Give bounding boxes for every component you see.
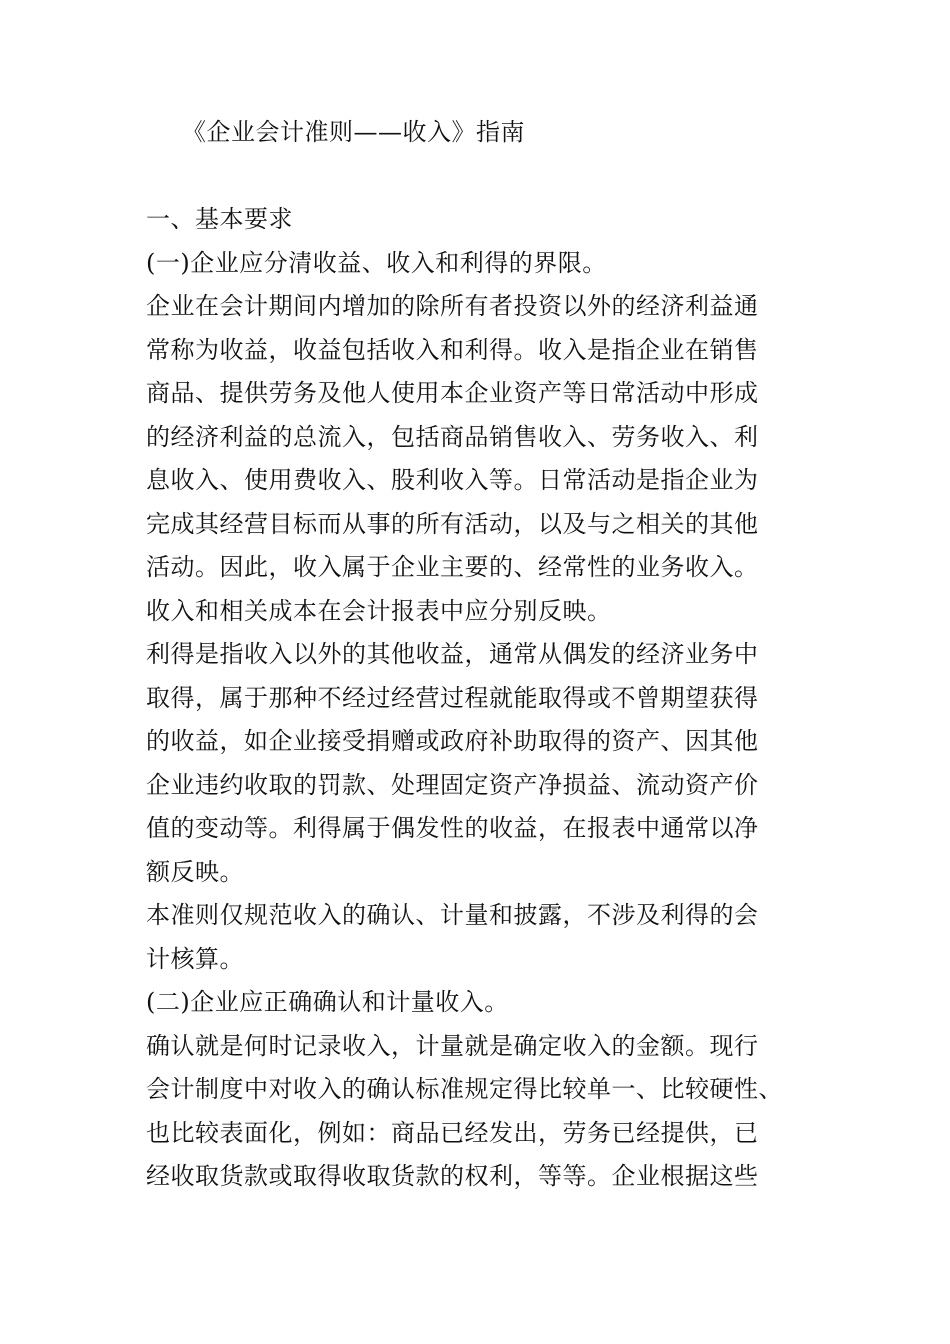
paragraph-line: 收入和相关成本在会计报表中应分别反映。 (146, 596, 612, 625)
paragraph-line: 活动。因此，收入属于企业主要的、经常性的业务收入。 (146, 553, 759, 581)
paragraph-line: 本准则仅规范收入的确认、计量和披露，不涉及利得的会 (146, 901, 759, 929)
paragraph-line: 确认就是何时记录收入，计量就是确定收入的金额。现行 (146, 1031, 759, 1060)
paragraph-line: 值的变动等。利得属于偶发性的收益，在报表中通常以净 (146, 814, 759, 842)
paragraph-line: 经收取货款或取得收取货款的权利，等等。企业根据这些 (146, 1162, 759, 1190)
subsection-heading: (一)企业应分清收益、收入和利得的界限。 (146, 248, 607, 277)
paragraph-line: 息收入、使用费收入、股利收入等。日常活动是指企业为 (146, 466, 759, 494)
paragraph-line: 计核算。 (146, 944, 244, 973)
paragraph-line: 企业违约收取的罚款、处理固定资产净损益、流动资产价 (146, 770, 759, 799)
document-body (146, 198, 806, 1199)
paragraph-line: 利得是指收入以外的其他收益，通常从偶发的经济业务中 (146, 640, 759, 668)
subsection-heading: (二)企业应正确确认和计量收入。 (146, 988, 509, 1016)
paragraph-line: 会计制度中对收入的确认标准规定得比较单一、比较硬性、 (146, 1075, 783, 1103)
paragraph-line: 额反映。 (146, 857, 244, 886)
paragraph-line: 完成其经营目标而从事的所有活动，以及与之相关的其他 (146, 509, 759, 538)
paragraph-line: 企业在会计期间内增加的除所有者投资以外的经济利益通 (146, 292, 759, 320)
paragraph-line: 也比较表面化，例如：商品已经发出，劳务已经提供，已 (146, 1118, 759, 1147)
document-title: 《企业会计准则——收入》指南 (182, 118, 525, 146)
paragraph-line: 取得，属于那种不经过经营过程就能取得或不曾期望获得 (146, 683, 759, 712)
paragraph-line: 的经济利益的总流入，包括商品销售收入、劳务收入、利 (146, 422, 759, 451)
paragraph-line: 的收益，如企业接受捐赠或政府补助取得的资产、因其他 (146, 727, 759, 755)
paragraph-line: 常称为收益，收益包括收入和利得。收入是指企业在销售 (146, 335, 759, 364)
section-heading: 一、基本要求 (146, 205, 293, 233)
paragraph-line: 商品、提供劳务及他人使用本企业资产等日常活动中形成 (146, 379, 759, 407)
